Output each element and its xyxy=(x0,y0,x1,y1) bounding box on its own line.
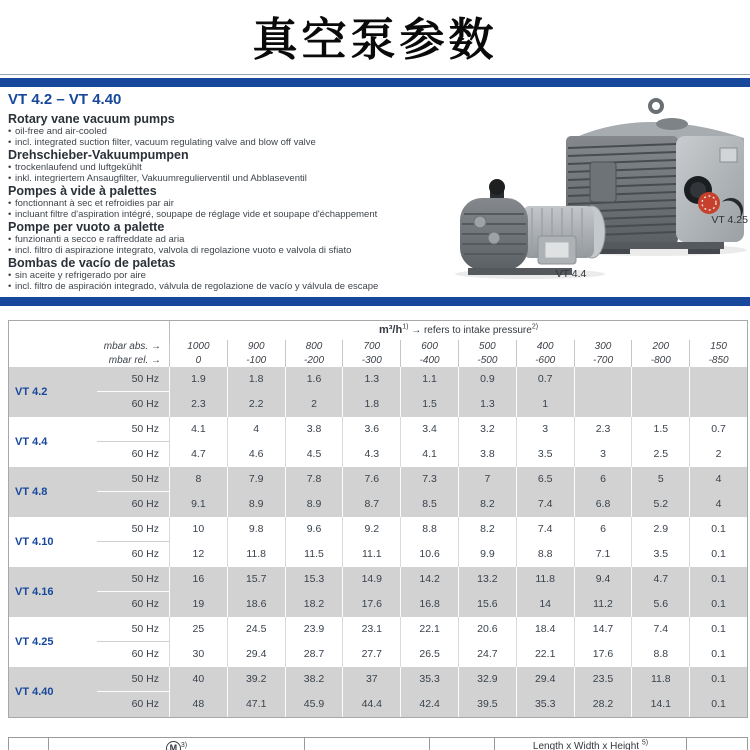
flow-value xyxy=(574,392,632,417)
flow-value: 0.1 xyxy=(689,667,747,692)
pressure-rel-value: -300 xyxy=(342,354,400,368)
table-body xyxy=(9,367,747,717)
flow-value: 26.5 xyxy=(400,642,458,667)
flow-value: 44.4 xyxy=(342,692,400,717)
flow-value: 45.9 xyxy=(285,692,343,717)
desc-heading: Pompe per vuoto a palette xyxy=(8,220,165,234)
flow-value: 7.6 xyxy=(342,467,400,492)
flow-value: 7.1 xyxy=(574,542,632,567)
model-group xyxy=(9,417,747,467)
flow-value: 0.1 xyxy=(689,642,747,667)
flow-value: 0.7 xyxy=(516,367,574,392)
flow-value: 2 xyxy=(689,442,747,467)
model-name: VT 4.4 xyxy=(15,436,48,448)
flow-value: 7 xyxy=(458,467,516,492)
flow-value xyxy=(574,367,632,392)
flow-value: 8 xyxy=(169,467,227,492)
frequency-label: 60 Hz xyxy=(131,648,159,660)
flow-value: 2.9 xyxy=(631,517,689,542)
pressure-abs-value: 700 xyxy=(342,340,400,354)
pressure-abs-value: 150 xyxy=(689,340,747,354)
intake-pressure-note: → refers to intake pressure xyxy=(411,325,532,336)
model-group xyxy=(9,617,747,667)
motor-icon: M xyxy=(166,741,181,750)
flow-value: 8.8 xyxy=(400,517,458,542)
desc-bullet: • incl. filtro de aspiración integrado, válvula de regolazione de vacío y válvula de escape xyxy=(8,281,379,292)
flow-value: 3.4 xyxy=(400,417,458,442)
flow-value: 7.4 xyxy=(516,492,574,517)
desc-bullet: • incl. filtro di aspirazione integrato, valvola di regolazione vuoto e valvola di sfiato xyxy=(8,245,352,256)
desc-heading: Drehschieber-Vakuumpumpen xyxy=(8,148,189,162)
flow-value: 27.7 xyxy=(342,642,400,667)
dims-empty-cell xyxy=(429,738,494,750)
footnote-5: 5) xyxy=(641,739,649,747)
flow-value: 35.3 xyxy=(400,667,458,692)
description-block xyxy=(8,112,463,292)
flow-value: 2.2 xyxy=(227,392,285,417)
flow-value: 1.8 xyxy=(227,367,285,392)
pressure-rel-value: 0 xyxy=(169,354,227,368)
flow-value: 0.1 xyxy=(689,517,747,542)
desc-heading: Pompes à vide à palettes xyxy=(8,184,157,198)
frequency-label: 60 Hz xyxy=(131,498,159,510)
flow-value: 42.4 xyxy=(400,692,458,717)
mbar-rel-label: mbar rel. → xyxy=(108,354,161,366)
flow-value: 5.2 xyxy=(631,492,689,517)
title-rule xyxy=(0,74,750,75)
bullet-dot-icon: • xyxy=(8,137,12,148)
flow-value: 39.2 xyxy=(227,667,285,692)
flow-value: 11.1 xyxy=(342,542,400,567)
flow-value: 17.6 xyxy=(342,592,400,617)
flow-value: 2.3 xyxy=(169,392,227,417)
flow-value: 6 xyxy=(574,517,632,542)
flow-value: 11.2 xyxy=(574,592,632,617)
flow-value: 4.7 xyxy=(631,567,689,592)
header-row-abs xyxy=(9,340,747,354)
flow-value: 12 xyxy=(169,542,227,567)
frequency-label: 50 Hz xyxy=(97,617,169,642)
motor-header-cell xyxy=(48,738,304,750)
frequency-label: 60 Hz xyxy=(131,548,159,560)
flow-value: 10.6 xyxy=(400,542,458,567)
flow-value: 29.4 xyxy=(516,667,574,692)
frequency-label: 50 Hz xyxy=(97,567,169,592)
flow-value: 8.5 xyxy=(400,492,458,517)
flow-value: 7.8 xyxy=(285,467,343,492)
flow-value: 13.2 xyxy=(458,567,516,592)
pressure-rel-value: -400 xyxy=(400,354,458,368)
flow-value: 11.8 xyxy=(516,567,574,592)
table-flow-header-row xyxy=(9,321,747,340)
dims-empty-cell xyxy=(9,738,48,750)
flow-value: 39.5 xyxy=(458,692,516,717)
footnote-1: 1) xyxy=(402,323,409,331)
desc-bullet: • incluant filtre d'aspiration intégré, soupape de réglage vide et soupape d'échappement xyxy=(8,209,378,220)
pressure-abs-value: 1000 xyxy=(169,340,227,354)
flow-value: 28.7 xyxy=(285,642,343,667)
dims-empty-cell xyxy=(686,738,747,750)
flow-value: 1 xyxy=(516,392,574,417)
flow-value: 24.5 xyxy=(227,617,285,642)
flow-value: 3.5 xyxy=(631,542,689,567)
flow-value: 1.9 xyxy=(169,367,227,392)
flow-value: 1.8 xyxy=(342,392,400,417)
pressure-abs-value: 200 xyxy=(631,340,689,354)
desc-bullet: • fonctionnant à sec et refroidies par air xyxy=(8,198,174,209)
pressure-abs-value: 600 xyxy=(400,340,458,354)
pressure-rel-value: -800 xyxy=(631,354,689,368)
pressure-rel-value: -200 xyxy=(285,354,343,368)
flow-value: 4 xyxy=(689,492,747,517)
bullet-dot-icon: • xyxy=(8,209,12,220)
flow-value: 15.6 xyxy=(458,592,516,617)
performance-table xyxy=(8,320,748,718)
flow-value: 15.3 xyxy=(285,567,343,592)
dims-empty-cell xyxy=(304,738,429,750)
flow-value: 14.2 xyxy=(400,567,458,592)
footnote-2: 2) xyxy=(531,323,539,331)
flow-unit: m³/h xyxy=(378,324,403,336)
flow-value: 0.1 xyxy=(689,542,747,567)
flow-value: 0.1 xyxy=(689,567,747,592)
section-divider-bar xyxy=(0,297,750,306)
pressure-abs-value: 800 xyxy=(285,340,343,354)
flow-value: 4.6 xyxy=(227,442,285,467)
flow-value: 3.2 xyxy=(458,417,516,442)
flow-value: 7.4 xyxy=(516,517,574,542)
header-corner-cell xyxy=(9,321,169,340)
desc-bullet: • trockenlaufend und luftgekühlt xyxy=(8,162,142,173)
flow-value: 7.4 xyxy=(631,617,689,642)
desc-bullet: • sin aceite y refrigerado por aire xyxy=(8,270,146,281)
flow-value: 25 xyxy=(169,617,227,642)
bullet-dot-icon: • xyxy=(8,173,12,184)
frequency-label: 60 Hz xyxy=(131,698,159,710)
flow-value: 24.7 xyxy=(458,642,516,667)
flow-value: 3 xyxy=(516,417,574,442)
desc-bullet: • funzionanti a secco e raffreddate ad aria xyxy=(8,234,185,245)
description-group-fr xyxy=(8,184,463,220)
flow-value: 14 xyxy=(516,592,574,617)
flow-value: 40 xyxy=(169,667,227,692)
model-name: VT 4.16 xyxy=(15,586,54,598)
flow-value: 14.1 xyxy=(631,692,689,717)
mbar-abs-label: mbar abs. → xyxy=(103,341,161,352)
flow-value: 11.8 xyxy=(227,542,285,567)
flow-value: 2.3 xyxy=(574,417,632,442)
flow-value: 0.7 xyxy=(689,417,747,442)
dimensions-table-fragment xyxy=(8,737,748,750)
flow-value: 1.3 xyxy=(458,392,516,417)
desc-heading: Rotary vane vacuum pumps xyxy=(8,112,175,126)
pressure-abs-value: 500 xyxy=(458,340,516,354)
model-name: VT 4.2 xyxy=(15,386,48,398)
flow-value: 30 xyxy=(169,642,227,667)
flow-value: 8.9 xyxy=(227,492,285,517)
flow-value: 16 xyxy=(169,567,227,592)
flow-value: 17.6 xyxy=(574,642,632,667)
flow-value xyxy=(631,367,689,392)
desc-bullet: • oil-free and air-cooled xyxy=(8,126,107,137)
flow-value: 8.2 xyxy=(458,492,516,517)
flow-value: 18.6 xyxy=(227,592,285,617)
flow-value xyxy=(689,392,747,417)
flow-value: 20.6 xyxy=(458,617,516,642)
flow-value: 18.4 xyxy=(516,617,574,642)
desc-bullet: • inkl. integriertem Ansaugfilter, Vakuumregulierventil und Abblaseventil xyxy=(8,173,307,184)
flow-value: 2 xyxy=(285,392,343,417)
flow-value: 1.3 xyxy=(342,367,400,392)
flow-value: 32.9 xyxy=(458,667,516,692)
flow-value: 11.5 xyxy=(285,542,343,567)
pressure-abs-value: 400 xyxy=(516,340,574,354)
flow-value: 1.6 xyxy=(285,367,343,392)
flow-value: 4.3 xyxy=(342,442,400,467)
model-group xyxy=(9,517,747,567)
bullet-dot-icon: • xyxy=(8,198,12,209)
flow-value: 4 xyxy=(689,467,747,492)
model-group xyxy=(9,367,747,417)
flow-value: 0.1 xyxy=(689,692,747,717)
model-name: VT 4.40 xyxy=(15,686,54,698)
model-group xyxy=(9,667,747,717)
frequency-label: 50 Hz xyxy=(97,417,169,442)
flow-value: 9.6 xyxy=(285,517,343,542)
flow-value: 3 xyxy=(574,442,632,467)
flow-value: 0.9 xyxy=(458,367,516,392)
flow-value: 11.8 xyxy=(631,667,689,692)
pressure-abs-value: 900 xyxy=(227,340,285,354)
flow-value xyxy=(631,392,689,417)
bullet-dot-icon: • xyxy=(8,234,12,245)
footnote-3: 3) xyxy=(180,741,188,749)
flow-value: 8.8 xyxy=(516,542,574,567)
flow-value: 3.8 xyxy=(458,442,516,467)
flow-value: 18.2 xyxy=(285,592,343,617)
flow-value: 7.9 xyxy=(227,467,285,492)
flow-value: 10 xyxy=(169,517,227,542)
flow-value: 15.7 xyxy=(227,567,285,592)
frequency-label: 60 Hz xyxy=(131,448,159,460)
bullet-dot-icon: • xyxy=(8,162,12,173)
flow-value: 1.5 xyxy=(400,392,458,417)
pressure-abs-value: 300 xyxy=(574,340,632,354)
description-group-en xyxy=(8,112,463,148)
flow-value: 14.7 xyxy=(574,617,632,642)
flow-value: 6.8 xyxy=(574,492,632,517)
flow-value: 22.1 xyxy=(516,642,574,667)
flow-value: 37 xyxy=(342,667,400,692)
flow-unit-header xyxy=(169,321,747,340)
bullet-dot-icon: • xyxy=(8,270,12,281)
flow-value: 9.1 xyxy=(169,492,227,517)
flow-value: 3.6 xyxy=(342,417,400,442)
flow-value: 1.5 xyxy=(631,417,689,442)
description-group-de xyxy=(8,148,463,184)
model-name: VT 4.25 xyxy=(15,636,54,648)
flow-value: 28.2 xyxy=(574,692,632,717)
dimensions-header-cell: Length x Width x Height $^{5)}$ xyxy=(494,738,686,750)
model-name: VT 4.8 xyxy=(15,486,48,498)
bullet-dot-icon: • xyxy=(8,126,12,137)
flow-value: 7.3 xyxy=(400,467,458,492)
desc-bullet: • incl. integrated suction filter, vacuum regulating valve and blow off valve xyxy=(8,137,316,148)
title-blue-bar xyxy=(0,78,750,87)
flow-value: 5.6 xyxy=(631,592,689,617)
flow-value: 4.7 xyxy=(169,442,227,467)
description-group-es xyxy=(8,256,463,292)
bullet-dot-icon: • xyxy=(8,245,12,256)
flow-value: 1.1 xyxy=(400,367,458,392)
flow-value: 47.1 xyxy=(227,692,285,717)
bullet-dot-icon: • xyxy=(8,281,12,292)
flow-value: 3.8 xyxy=(285,417,343,442)
description-group-it xyxy=(8,220,463,256)
flow-value: 23.1 xyxy=(342,617,400,642)
flow-value: 14.9 xyxy=(342,567,400,592)
flow-value: 4 xyxy=(227,417,285,442)
frequency-label: 50 Hz xyxy=(97,517,169,542)
flow-value: 0.1 xyxy=(689,617,747,642)
flow-value: 22.1 xyxy=(400,617,458,642)
flow-value: 38.2 xyxy=(285,667,343,692)
desc-heading: Bombas de vacío de paletas xyxy=(8,256,176,270)
flow-value: 9.8 xyxy=(227,517,285,542)
photo-label-vt44: VT 4.4 xyxy=(555,268,587,280)
flow-value: 9.2 xyxy=(342,517,400,542)
flow-value: 9.9 xyxy=(458,542,516,567)
flow-value: 6.5 xyxy=(516,467,574,492)
flow-value: 48 xyxy=(169,692,227,717)
flow-value: 3.5 xyxy=(516,442,574,467)
pressure-rel-value: -700 xyxy=(574,354,632,368)
frequency-label: 50 Hz xyxy=(97,467,169,492)
flow-value: 23.9 xyxy=(285,617,343,642)
frequency-label: 60 Hz xyxy=(131,398,159,410)
frequency-label: 50 Hz xyxy=(97,367,169,392)
flow-value: 4.5 xyxy=(285,442,343,467)
flow-value: 8.8 xyxy=(631,642,689,667)
flow-value: 5 xyxy=(631,467,689,492)
flow-value: 0.1 xyxy=(689,592,747,617)
header-row-rel xyxy=(9,354,747,368)
pressure-rel-value: -100 xyxy=(227,354,285,368)
flow-value: 23.5 xyxy=(574,667,632,692)
photo-label-vt425: VT 4.25 xyxy=(711,214,748,226)
pressure-rel-value: -850 xyxy=(689,354,747,368)
flow-value: 35.3 xyxy=(516,692,574,717)
model-group xyxy=(9,567,747,617)
page-title: 真空泵参数 xyxy=(252,13,498,66)
pressure-rel-value: -500 xyxy=(458,354,516,368)
flow-value: 8.7 xyxy=(342,492,400,517)
flow-value: 6 xyxy=(574,467,632,492)
flow-value: 8.9 xyxy=(285,492,343,517)
flow-value: 19 xyxy=(169,592,227,617)
model-group xyxy=(9,467,747,517)
flow-value: 8.2 xyxy=(458,517,516,542)
pressure-rel-value: -600 xyxy=(516,354,574,368)
flow-value: 29.4 xyxy=(227,642,285,667)
model-range-heading: VT 4.2 – VT 4.40 xyxy=(8,91,122,108)
frequency-label: 50 Hz xyxy=(97,667,169,692)
flow-value: 4.1 xyxy=(169,417,227,442)
model-name: VT 4.10 xyxy=(15,536,54,548)
flow-value: 16.8 xyxy=(400,592,458,617)
flow-value: 9.4 xyxy=(574,567,632,592)
flow-value: 4.1 xyxy=(400,442,458,467)
flow-value xyxy=(689,367,747,392)
flow-value: 2.5 xyxy=(631,442,689,467)
frequency-label: 60 Hz xyxy=(131,598,159,610)
